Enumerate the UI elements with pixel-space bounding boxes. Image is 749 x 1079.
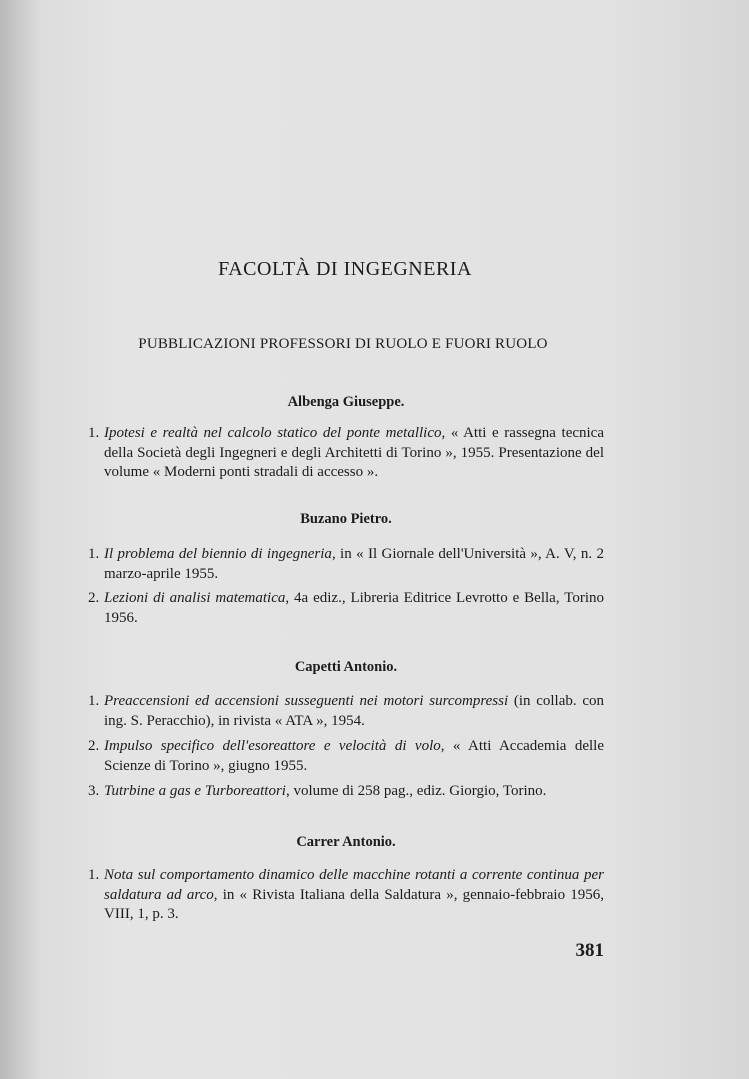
entry-number: 3.	[88, 783, 100, 799]
publication-entry	[88, 692, 604, 731]
author-heading: Capetti Antonio.	[294, 659, 398, 675]
page-number: 381	[575, 940, 604, 961]
entry-number: 2.	[88, 738, 100, 754]
entry-details: (in collab. con ing. S. Peracchio), in rivista « ATA », 1954.	[104, 693, 604, 729]
entry-details: , « Atti Accademia delle Scienze di Torino », giugno 1955.	[104, 738, 604, 774]
publication-entry	[88, 424, 604, 483]
entry-title: Ipotesi e realtà nel calcolo statico del ponte metallico	[104, 425, 442, 441]
entry-title: Lezioni di analisi matematica	[104, 590, 286, 606]
faculty-heading: FACOLTÀ DI INGEGNERIA	[218, 258, 472, 280]
entry-number: 1.	[88, 867, 100, 883]
entry-details: , « Atti e rassegna tecnica della Società degli Ingegneri e degli Architetti di Torino », 1955. Presentazione del volume « Moderni ponti stradali di accesso ».	[104, 425, 604, 480]
publication-entry	[88, 545, 604, 584]
publication-entry	[88, 782, 604, 802]
entry-title: Il problema del biennio di ingegneria	[104, 546, 332, 562]
entry-details: , volume di 258 pag., ediz. Giorgio, Torino.	[285, 783, 547, 799]
author-heading: Carrer Antonio.	[296, 834, 396, 850]
publication-entry	[88, 737, 604, 776]
entry-title: Preaccensioni ed accensioni susseguenti nei motori surcompressi	[104, 693, 509, 709]
entry-details: , 4a ediz., Libreria Editrice Levrotto e Bella, Torino 1956.	[104, 590, 604, 626]
entry-number: 2.	[88, 590, 100, 606]
entry-number: 1.	[88, 546, 100, 562]
author-heading: Albenga Giuseppe.	[287, 394, 405, 410]
publication-entry	[88, 866, 604, 925]
entry-title: Tutrbine a gas e Turboreattori	[104, 783, 286, 799]
entry-number: 1.	[88, 693, 100, 709]
entry-number: 1.	[88, 425, 100, 441]
author-heading: Buzano Pietro.	[300, 511, 392, 527]
entry-details: , in « Rivista Italiana della Saldatura », gennaio-febbraio 1956, VIII, 1, p. 3.	[104, 886, 604, 922]
publication-entry	[88, 589, 604, 628]
entry-title: Impulso specifico dell'esoreattore e velocità di volo	[104, 738, 441, 754]
entry-title: Nota sul comportamento dinamico delle macchine rotanti a corrente continua per saldatura ad arco	[104, 867, 604, 903]
section-subtitle: PUBBLICAZIONI PROFESSORI DI RUOLO E FUORI RUOLO	[138, 336, 548, 352]
entry-details: , in « Il Giornale dell'Università », A. V, n. 2 marzo-aprile 1955.	[104, 546, 605, 582]
